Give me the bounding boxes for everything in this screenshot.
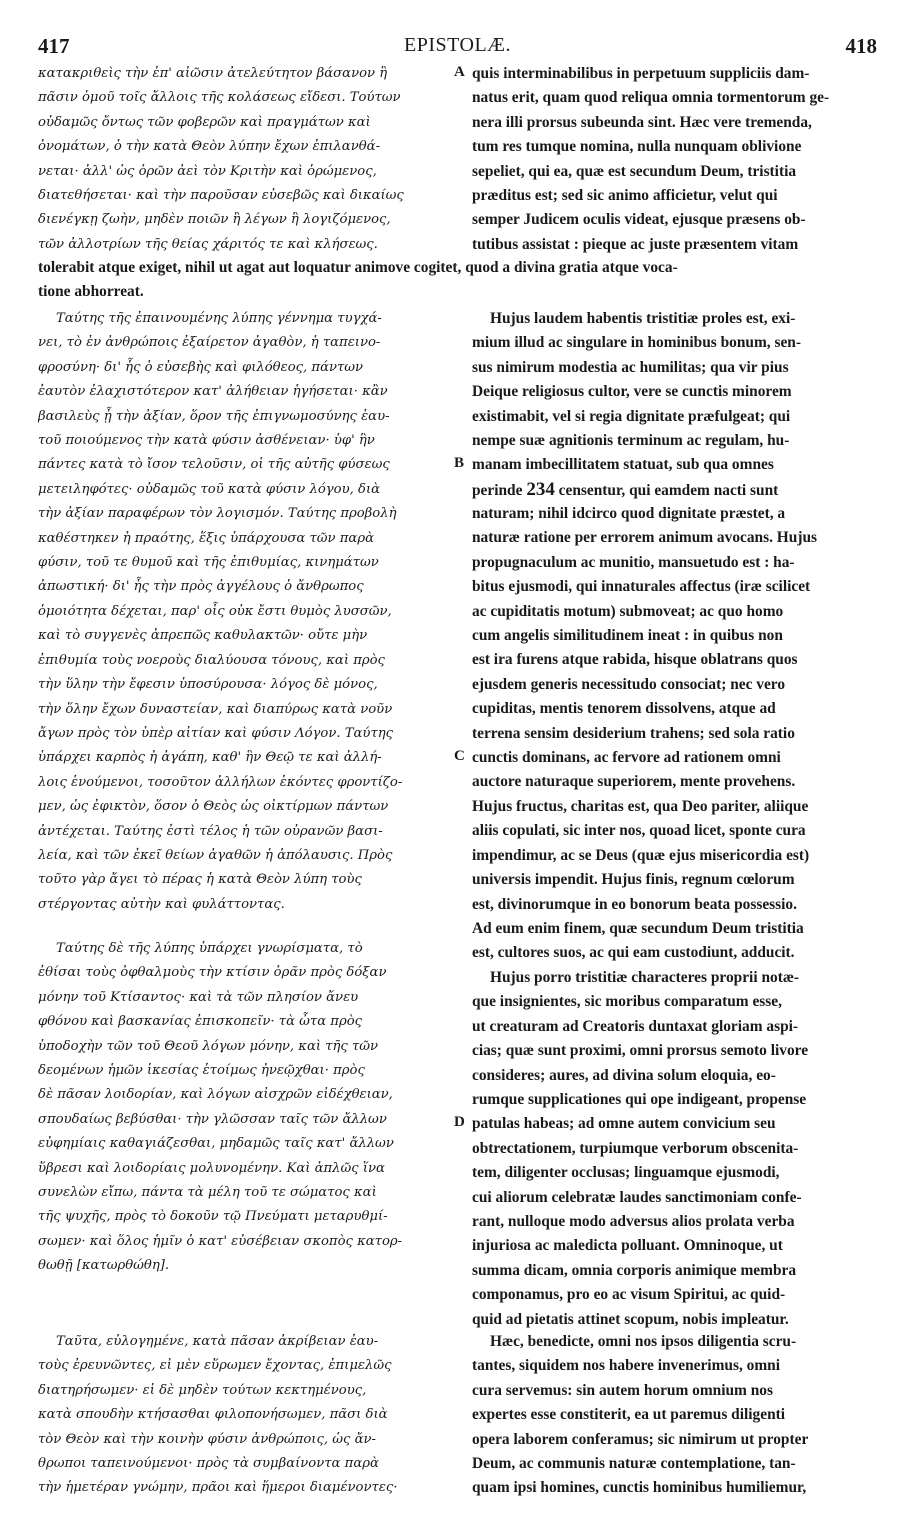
text-line: sepeliet, qui ea, quæ est secundum Deum, tristitia	[472, 162, 797, 180]
text-line: impendimur, ac se Deus (quæ ejus misericordia est)	[472, 846, 810, 864]
text-line: διατεθήσεται· καὶ τὴν παροῦσαν εὐσεβῶς καὶ δικαίως	[38, 188, 404, 204]
page-number-left: 417	[38, 34, 70, 58]
text-line: naturæ ratione per errorem animum avocans. Hujus	[472, 529, 817, 547]
text-line: patulas habeas; ad omne autem convicium seu	[472, 1115, 776, 1133]
text-line: λοις ἑνούμενοι, τοσοῦτον ἀλλήλων ἑκόντες φροντίζο-	[38, 774, 403, 790]
text-line: τοῦ ποιούμενος τὴν κατὰ φύσιν ἀσθένειαν· ὑφ' ἣν	[38, 433, 375, 449]
text-line: σωμεν· καὶ ὅλος ἡμῖν ὁ κατ' εὐσέβειαν σκοπὸς κατορ-	[38, 1233, 403, 1249]
text-line: semper Judicem oculis videat, ejusque præsens ob-	[472, 211, 806, 229]
full-width-line-2: tione abhorreat.	[38, 283, 144, 301]
text-line: nempe suæ agnitionis terminum ac regulam, hu-	[472, 432, 790, 450]
text-line: ὑπάρχει καρπὸς ἡ ἀγάπη, καθ' ἣν Θεῷ τε καὶ ἀλλή-	[38, 750, 382, 766]
text-line: θρωποι ταπεινούμενοι· πρὸς τὰ συμβαίνοντα παρὰ	[38, 1456, 379, 1472]
text-line: est ira furens atque rabida, hisque oblatrans quos	[472, 651, 798, 669]
text-line: est, divinorumque in eo bonorum beata possessio.	[472, 895, 797, 913]
text-line: terrena sensim desiderium trahens; sed sola ratio	[472, 724, 795, 742]
text-line: existimabit, vel si regia dignitate præfulgeat; qui	[472, 407, 791, 425]
text-line: φθόνου καὶ βασκανίας ἐπισκοπεῖν· τὰ ὦτα πρὸς	[38, 1014, 363, 1030]
text-line: ὕβρεσι καὶ λοιδορίαις μολυνομένην. Καὶ ἁπλῶς ἵνα	[38, 1160, 385, 1176]
text-line: tum res tumque nomina, nulla nunquam oblivione	[472, 138, 802, 156]
text-line: Hujus fructus, charitas est, qua Deo pariter, aliique	[472, 797, 809, 815]
text-line: Ταύτης τῆς ἐπαινουμένης λύπης γέννημα τυγχά-	[56, 311, 382, 326]
text-line: ὑποδοχὴν τῶν τοῦ Θεοῦ λόγων μόνην, καὶ τῆς τῶν	[38, 1038, 379, 1054]
text-line: bitus ejusmodi, qui innaturales affectus (iræ scilicet	[472, 578, 811, 596]
text-line: componamus, pro eo ac visum Spiritui, ac quid-	[472, 1286, 786, 1304]
text-line: πᾶσιν ὁμοῦ τοῖς ἄλλοις τῆς κολάσεως εἴδεσι. Τούτων	[38, 90, 401, 106]
text-line: opera laborem conferamus; sic nimirum ut propter	[472, 1430, 809, 1448]
text-line: Deique religiosus cultor, vere se cunctis minorem	[472, 383, 792, 401]
latin-block-4	[472, 1330, 880, 1501]
text-line: ἄγων πρὸς τὸν ὑπὲρ αἰτίαν καὶ φύσιν Λόγον. Ταύτης	[38, 725, 394, 741]
text-line: εὐφημίαις καθαγιάζεσθαι, μηδαμῶς ταῖς κατ' ἄλλων	[38, 1136, 394, 1152]
text-line: ut creaturam ad Creatoris duntaxat gloriam aspi-	[472, 1017, 799, 1035]
margin-marker-b: B	[454, 455, 465, 471]
text-line: τοῦτο γὰρ ἄγει τὸ πέρας ἡ κατὰ Θεὸν λύπη τοὺς	[38, 872, 362, 888]
text-line: τῶν ἀλλοτρίων τῆς θείας χάριτός τε καὶ κλήσεως.	[38, 236, 378, 252]
text-line: νει, τὸ ἐν ἀνθρώποις ἐξαίρετον ἀγαθὸν, ἡ ταπεινο-	[38, 335, 381, 351]
text-line: cum angelis similitudinem ineat : in quibus non	[472, 627, 783, 645]
text-line: cupiditas, mentis tenorem dissolvens, atque ad	[472, 700, 776, 718]
text-line: Hujus laudem habentis tristitiæ proles est, exi-	[490, 310, 796, 327]
latin-block-2a	[472, 307, 880, 478]
text-line: πάντες κατὰ τὸ ἴσον τελοῦσιν, οἱ τῆς αὐτῆς φύσεως	[38, 457, 390, 473]
text-line: tantes, siquidem nos habere invenerimus, omni	[472, 1357, 780, 1375]
text-line: τὴν ἀξίαν παραφέρων τὸν λογισμόν. Ταύτης προβολὴ	[38, 506, 397, 522]
margin-marker-c: C	[454, 748, 465, 764]
text-line: universis impendit. Hujus finis, regnum cœlorum	[472, 871, 795, 889]
text-line: διατηρήσωμεν· εἰ δὲ μηδὲν τούτων κεκτημένους,	[38, 1382, 367, 1398]
page-header	[38, 34, 877, 60]
text-line: Hæc, benedicte, omni nos ipsos diligentia scru-	[490, 1333, 797, 1350]
text-line: συνελὼν εἴπω, πάντα τὰ μέλη τοῦ τε σώματος καὶ	[38, 1185, 377, 1201]
latin-line-text: censentur, qui eamdem nacti sunt	[558, 482, 779, 499]
latin-line-text: perinde	[472, 482, 523, 499]
text-line: σπουδαίως βεβύσθαι· τὴν γλῶσσαν ταῖς τῶν ἄλλων	[38, 1111, 387, 1127]
text-line: Ταῦτα, εὐλογημένε, κατὰ πᾶσαν ἀκρίβειαν ἑαυ-	[56, 1334, 379, 1349]
text-line: δεομένων ἡμῶν ἱκεσίας ἑτοίμως ἠνεῷχθαι· πρὸς	[38, 1063, 365, 1079]
latin-column-number-line	[472, 478, 880, 503]
text-line: rant, nulloque modo adversus alios prolata verba	[472, 1213, 795, 1231]
text-line: injuriosa ac maledicta polluant. Omninoque, ut	[472, 1237, 783, 1255]
text-line: cias; quæ sunt proximi, omni prorsus semoto livore	[472, 1042, 809, 1060]
page-number-right: 418	[845, 34, 877, 58]
text-line: natus erit, quam quod reliqua omnia tormentorum ge-	[472, 89, 830, 107]
text-line: τοὺς ἐρευνῶντες, εἰ μὲν εὕρωμεν ἔχοντας, ἐπιμελῶς	[38, 1358, 392, 1374]
text-line: διενέγκῃ ζωὴν, μηδὲν ποιῶν ἢ λέγων ἢ λογιζόμενος,	[38, 212, 391, 228]
text-line: propugnaculum ac munitio, mansuetudo est : ha-	[472, 553, 795, 571]
column-number: 234	[526, 479, 555, 500]
text-line: ejusdem generis necessitudo consociat; nec vero	[472, 675, 786, 693]
text-line: præditus est; sed sic animo afficietur, velut qui	[472, 187, 778, 205]
text-line: τὴν ὅλην ἔχων δυναστείαν, καὶ διαπύρως κατὰ νοῦν	[38, 701, 393, 717]
text-line: quam ipsi homines, cunctis hominibus humiliemur,	[472, 1479, 807, 1497]
text-line: quis interminabilibus in perpetuum suppliciis dam-	[472, 65, 810, 82]
text-line: δὲ πᾶσαν λοιδορίαν, καὶ λόγων αἰσχρῶν εἰδέχθειαν,	[38, 1087, 393, 1103]
text-line: φύσιν, τοῦ τε θυμοῦ καὶ τῆς ἐπιθυμίας, κινημάτων	[38, 555, 379, 571]
full-width-line-1: tolerabit atque exiget, nihil ut agat aut loquatur animove cogitet, quod a divina gratia atque voca-	[38, 259, 678, 276]
text-line: ἐπιθυμία τοὺς νοεροὺς διαλύουσα τόνους, καὶ πρὸς	[38, 652, 385, 668]
text-line: que insignientes, sic moribus comparatum esse,	[472, 993, 782, 1011]
text-line: βασιλεὺς ᾖ τὴν ἀξίαν, ὅρον τῆς ἐπιγνωμοσύνης ἑαυ-	[38, 408, 390, 424]
text-line: tutibus assistat : pieque ac juste præsentem vitam	[472, 235, 799, 253]
text-line: sus nimirum modestia ac humilitas; qua vir pius	[472, 358, 789, 376]
text-line: φροσύνη· δι' ἧς ὁ εὐσεβὴς καὶ φιλόθεος, πάντων	[38, 359, 364, 375]
text-line: Hujus porro tristitiæ characteres proprii notæ-	[490, 969, 800, 986]
greek-block-3	[38, 937, 452, 1279]
text-line: tem, diligenter occlusas; linguamque ejusmodi,	[472, 1164, 780, 1182]
text-line: cunctis dominans, ac fervore ad rationem omni	[472, 749, 781, 767]
text-line: ἀπωστική· δι' ἧς τὴν πρὸς ἀγγέλους ὁ ἄνθρωπος	[38, 579, 364, 595]
text-line: auctore naturaque superiorem, mente provehens.	[472, 773, 796, 791]
text-line: consideres; aures, ad divina solum eloquia, eo-	[472, 1066, 776, 1084]
text-line: ἐθίσαι τοὺς ὀφθαλμοὺς τὴν κτίσιν ὁρᾶν πρὸς δόξαν	[38, 965, 387, 981]
text-line: manam imbecillitatem statuat, sub qua omnes	[472, 456, 774, 474]
margin-marker-a: A	[454, 64, 465, 80]
text-line: τὸν Θεὸν καὶ τὴν κοινὴν φύσιν ἀνθρώποις, ὡς ἄν-	[38, 1431, 376, 1447]
text-line: cura servemus: sin autem horum omnium nos	[472, 1381, 773, 1399]
text-line: ὀνομάτων, ὁ τὴν κατὰ Θεὸν λύπην ἔχων ἐπιλανθά-	[38, 139, 381, 155]
text-line: καθέστηκεν ἡ πραότης, ἕξις ὑπάρχουσα τῶν παρὰ	[38, 530, 374, 546]
running-title: EPISTOLÆ.	[404, 34, 511, 56]
text-line: ἑαυτὸν ἐλαχιστότερον κατ' ἀλήθειαν ἡγήσεται· κἂν	[38, 384, 388, 400]
greek-block-1	[38, 62, 452, 257]
text-line: οὐδαμῶς ὄντως τῶν φοβερῶν καὶ πραγμάτων καὶ	[38, 114, 371, 130]
text-line: obtrectationem, turpiumque verborum obscenita-	[472, 1139, 799, 1157]
text-line: τὴν ὕλην τὴν ἔφεσιν ὑποσύρουσα· λόγος δὲ μόνος,	[38, 677, 378, 693]
text-line: mium illud ac singulare in hominibus bonum, sen-	[472, 334, 801, 352]
text-line: ac cupiditatis motum) submoveat; ac quo homo	[472, 602, 784, 620]
margin-marker-d: D	[454, 1114, 465, 1130]
text-line: μόνην τοῦ Κτίσαντος· καὶ τὰ τῶν πλησίον ἄνευ	[38, 989, 359, 1005]
text-line: rumque supplicationes qui ope indigeant, propense	[472, 1091, 807, 1109]
latin-block-2b	[472, 502, 880, 966]
text-line: naturam; nihil idcirco quod dignitate præstet, a	[472, 505, 786, 522]
text-line: καὶ τὸ συγγενὲς ἀπρεπῶς καθυλακτῶν· οὔτε μὴν	[38, 628, 368, 644]
text-line: θωθῇ [κατωρθώθη].	[38, 1258, 170, 1274]
text-line: τῆς ψυχῆς, πρὸς τὸ δοκοῦν τῷ Πνεύματι μεταρυθμί-	[38, 1209, 388, 1225]
text-line: quid ad pietatis attinet scopum, nobis impleatur.	[472, 1310, 789, 1328]
text-line: στέργοντας αὐτὴν καὶ φυλάττοντας.	[38, 896, 285, 912]
text-line: τὴν ἡμετέραν γνώμην, πρᾶοι καὶ ἥμεροι διαμένοντες·	[38, 1480, 398, 1496]
text-line: κατακριθεὶς τὴν ἐπ' αἰῶσιν ἀτελεύτητον βάσανον ἢ	[38, 66, 388, 81]
text-line: aliis copulati, sic inter nos, quoad licet, sponte cura	[472, 822, 806, 840]
text-line: κατὰ σπουδὴν κτήσασθαι φιλοπονήσωμεν, πᾶσι διὰ	[38, 1407, 388, 1423]
text-line: summa dicam, omnia corporis animique membra	[472, 1261, 797, 1279]
latin-block-1	[472, 62, 880, 257]
latin-block-3	[472, 966, 880, 1332]
text-line: Ταύτης δὲ τῆς λύπης ὑπάρχει γνωρίσματα, τὸ	[56, 941, 363, 956]
text-line: μεν, ὡς ἐφικτὸν, ὅσον ὁ Θεὸς ὡς οἰκτίρμων πάντων	[38, 799, 389, 815]
text-line: ὁμοιότητα δέχεται, παρ' οἷς οὐκ ἔστι θυμὸς λυσσῶν,	[38, 603, 392, 619]
text-line: est, cultores suos, ac qui eam custodiunt, adducit.	[472, 944, 795, 962]
full-width-lines	[38, 256, 880, 305]
text-line: Ad eum enim finem, quæ secundum Deum tristitia	[472, 919, 804, 937]
text-line: ἀντέχεται. Ταύτης ἐστὶ τέλος ἡ τῶν οὐρανῶν βασι-	[38, 823, 383, 839]
greek-block-2	[38, 307, 452, 917]
greek-block-4	[38, 1330, 452, 1501]
text-line: expertes esse constiterit, ea ut paremus diligenti	[472, 1406, 786, 1424]
text-line: μετειληφότες· οὐδαμῶς τοῦ κατὰ φύσιν λόγου, διὰ	[38, 481, 381, 497]
text-line: nera illi prorsus subeunda sint. Hæc vere tremenda,	[472, 113, 812, 131]
text-line: λεία, καὶ τῶν ἐκεῖ θείων ἀγαθῶν ἡ ἀπόλαυσις. Πρὸς	[38, 847, 393, 863]
text-line: Deum, ac communis naturæ contemplatione, tan-	[472, 1455, 796, 1473]
text-line: νεται· ἀλλ' ὡς ὁρῶν ἀεὶ τὸν Κριτὴν καὶ ὁρώμενος,	[38, 163, 377, 179]
text-line: cui aliorum celebratæ laudes sanctimoniam confe-	[472, 1188, 802, 1206]
